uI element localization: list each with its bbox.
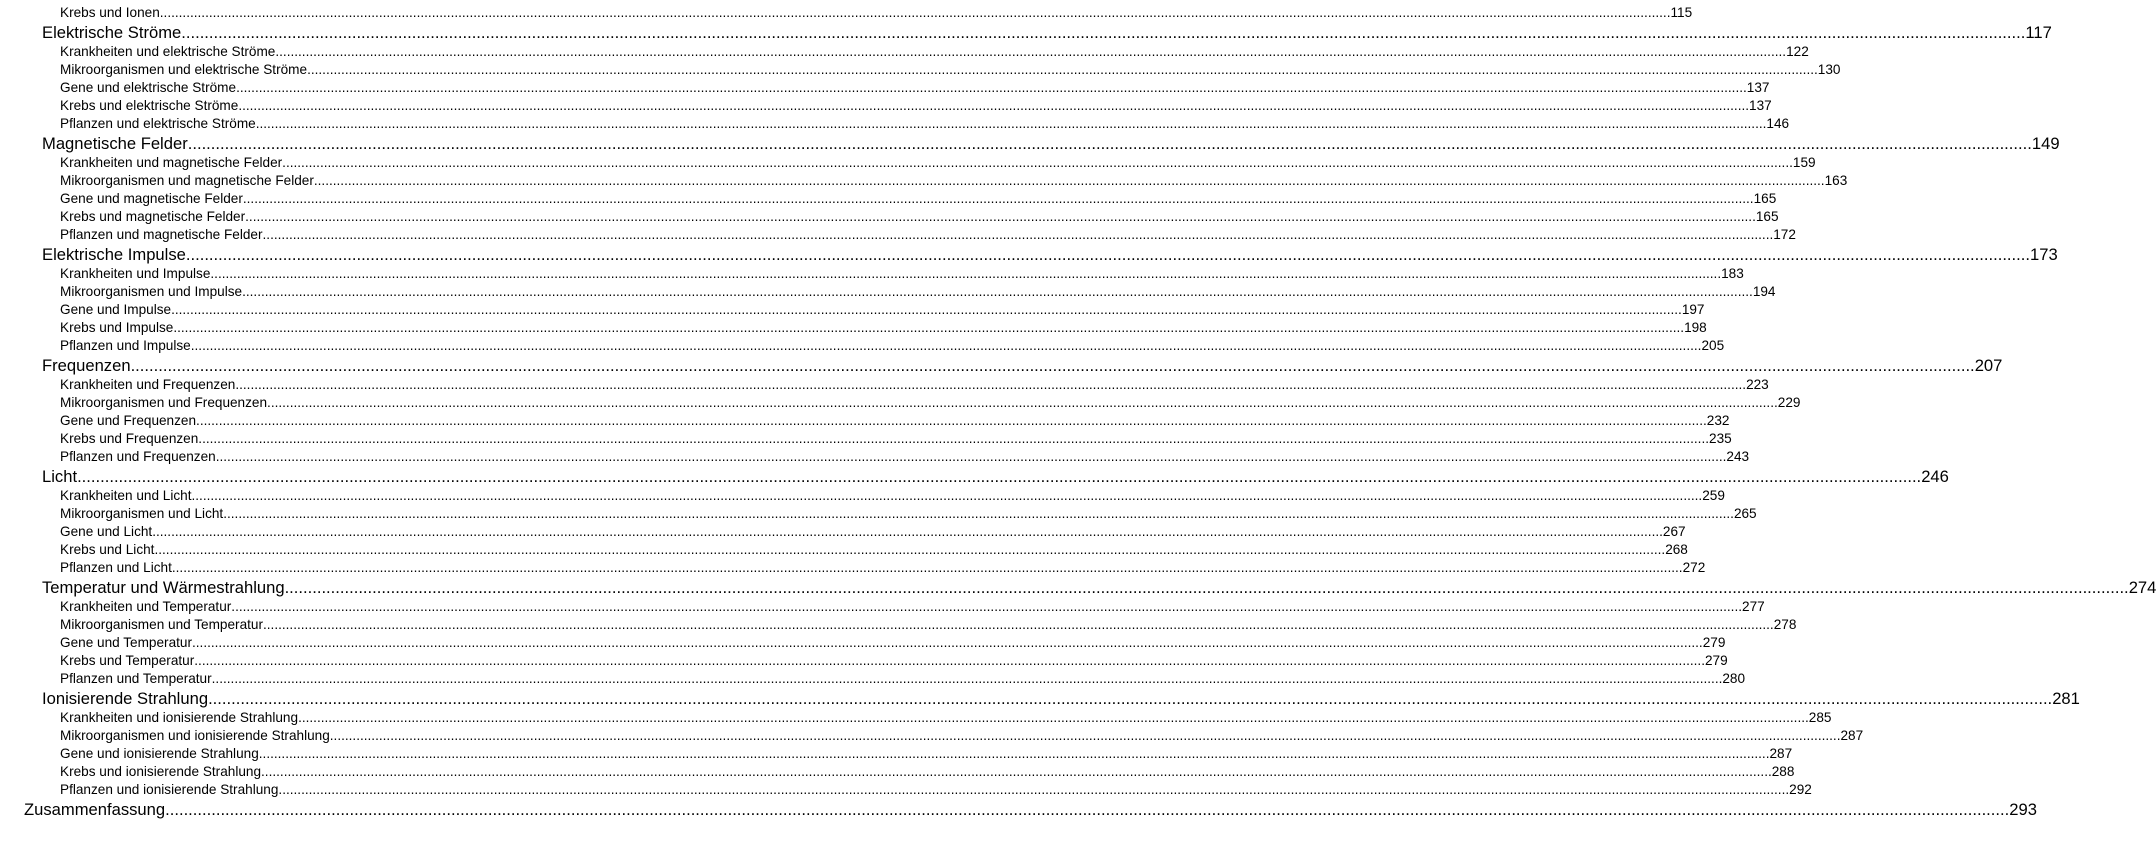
toc-leader-dots: ................................................................................................................................................................................................................................................................................................................................................................................................................	[194, 653, 1705, 668]
toc-section-entry[interactable]	[60, 598, 1765, 616]
toc-entry-title: Gene und elektrische Ströme	[60, 80, 237, 95]
toc-entry-title: Pflanzen und Impulse	[60, 338, 191, 353]
toc-page-number: 207	[1974, 356, 2003, 375]
toc-page-number: 279	[1702, 635, 1726, 650]
toc-page-number: 232	[1706, 413, 1730, 428]
toc-page-number: 173	[2030, 245, 2058, 264]
toc-page-number: 198	[1684, 320, 1707, 335]
toc-leader-dots: ................................................................................................................................................................................................................................................................................................................................................................................................................	[258, 746, 1770, 761]
toc-entry-title: Pflanzen und Frequenzen	[60, 449, 216, 464]
toc-leader-dots: ................................................................................................................................................................................................................................................................................................................................................................................................................	[165, 800, 2010, 819]
toc-entry-title: Licht	[42, 467, 78, 486]
toc-entry-title: Krankheiten und ionisierende Strahlung	[60, 710, 299, 725]
toc-entry-title: Zusammenfassung	[24, 800, 166, 819]
toc-entry-title: Gene und Temperatur	[60, 635, 192, 650]
toc-entry-title: Gene und magnetische Felder	[60, 191, 243, 206]
toc-chapter-entry[interactable]	[42, 133, 2060, 154]
toc-entry-title: Krebs und Impulse	[60, 320, 174, 335]
toc-page-number: 243	[1726, 449, 1750, 464]
toc-chapter-entry[interactable]	[42, 688, 2080, 709]
toc-leader-dots: ................................................................................................................................................................................................................................................................................................................................................................................................................	[77, 467, 1922, 486]
toc-section-entry[interactable]	[60, 4, 1693, 22]
toc-leader-dots: ................................................................................................................................................................................................................................................................................................................................................................................................................	[223, 506, 1734, 521]
toc-leader-dots: ................................................................................................................................................................................................................................................................................................................................................................................................................	[130, 356, 1975, 375]
toc-leader-dots: ................................................................................................................................................................................................................................................................................................................................................................................................................	[255, 116, 1767, 131]
toc-leader-dots: ................................................................................................................................................................................................................................................................................................................................................................................................................	[278, 782, 1790, 797]
toc-page-number: 292	[1789, 782, 1812, 797]
toc-page-number: 279	[1704, 653, 1728, 668]
toc-entry-title: Krebs und Temperatur	[60, 653, 195, 668]
toc-leader-dots: ................................................................................................................................................................................................................................................................................................................................................................................................................	[190, 338, 1702, 353]
toc-leader-dots: ................................................................................................................................................................................................................................................................................................................................................................................................................	[261, 764, 1772, 779]
toc-section-entry[interactable]	[60, 172, 1848, 190]
toc-leader-dots: ................................................................................................................................................................................................................................................................................................................................................................................................................	[282, 155, 1793, 170]
toc-entry-title: Magnetische Felder	[42, 134, 188, 153]
toc-leader-dots: ................................................................................................................................................................................................................................................................................................................................................................................................................	[231, 599, 1743, 614]
toc-chapter-entry[interactable]	[42, 244, 2058, 265]
toc-section-entry[interactable]	[60, 709, 1832, 727]
toc-page-number: 274	[2128, 578, 2156, 597]
toc-entry-title: Ionisierende Strahlung	[42, 689, 209, 708]
toc-page-number: 137	[1749, 98, 1772, 113]
toc-section-entry[interactable]	[60, 319, 1707, 337]
toc-entry-title: Krankheiten und elektrische Ströme	[60, 44, 276, 59]
toc-entry-title: Mikroorganismen und magnetische Felder	[60, 173, 314, 188]
toc-section-entry[interactable]	[60, 652, 1728, 670]
toc-page-number: 265	[1733, 506, 1757, 521]
toc-leader-dots: ................................................................................................................................................................................................................................................................................................................................................................................................................	[235, 377, 1747, 392]
toc-entry-title: Pflanzen und ionisierende Strahlung	[60, 782, 279, 797]
toc-section-entry[interactable]	[60, 154, 1816, 172]
toc-entry-title: Mikroorganismen und elektrische Ströme	[60, 62, 308, 77]
toc-page-number: 137	[1746, 80, 1770, 95]
toc-leader-dots: ................................................................................................................................................................................................................................................................................................................................................................................................................	[171, 560, 1683, 575]
toc-entry-title: Gene und ionisierende Strahlung	[60, 746, 259, 761]
toc-leader-dots: ................................................................................................................................................................................................................................................................................................................................................................................................................	[152, 524, 1663, 539]
toc-page-number: 149	[2031, 134, 2060, 153]
toc-entry-title: Krebs und Licht	[60, 542, 155, 557]
toc-entry-title: Pflanzen und Temperatur	[60, 671, 212, 686]
toc-page-number: 267	[1662, 524, 1686, 539]
toc-section-entry[interactable]	[60, 376, 1769, 394]
toc-leader-dots: ................................................................................................................................................................................................................................................................................................................................................................................................................	[242, 191, 1754, 206]
toc-page-number: 268	[1665, 542, 1688, 557]
toc-entry-title: Krankheiten und Impulse	[60, 266, 211, 281]
toc-leader-dots: ................................................................................................................................................................................................................................................................................................................................................................................................................	[171, 302, 1682, 317]
toc-entry-title: Gene und Licht	[60, 524, 153, 539]
toc-page-number: 197	[1681, 302, 1705, 317]
toc-page-number: 287	[1840, 728, 1864, 743]
toc-page-number: 183	[1721, 266, 1744, 281]
toc-leader-dots: ................................................................................................................................................................................................................................................................................................................................................................................................................	[173, 320, 1685, 335]
toc-leader-dots: ................................................................................................................................................................................................................................................................................................................................................................................................................	[238, 98, 1750, 113]
toc-entry-title: Krebs und elektrische Ströme	[60, 98, 239, 113]
toc-section-entry[interactable]	[60, 43, 1809, 61]
toc-entry-title: Krankheiten und Temperatur	[60, 599, 232, 614]
toc-entry-title: Pflanzen und magnetische Felder	[60, 227, 263, 242]
toc-entry-title: Pflanzen und Licht	[60, 560, 172, 575]
toc-section-entry[interactable]	[60, 79, 1770, 97]
toc-page-number: 272	[1682, 560, 1706, 575]
toc-section-entry[interactable]	[60, 670, 1746, 688]
toc-leader-dots: ................................................................................................................................................................................................................................................................................................................................................................................................................	[307, 62, 1818, 77]
toc-page-number: 287	[1769, 746, 1793, 761]
toc-leader-dots: ................................................................................................................................................................................................................................................................................................................................................................................................................	[198, 431, 1710, 446]
toc-leader-dots: ................................................................................................................................................................................................................................................................................................................................................................................................................	[313, 173, 1825, 188]
toc-leader-dots: ................................................................................................................................................................................................................................................................................................................................................................................................................	[242, 284, 1753, 299]
toc-section-entry[interactable]	[60, 745, 1793, 763]
toc-chapter-entry[interactable]	[42, 355, 2003, 376]
toc-section-entry[interactable]	[60, 505, 1757, 523]
toc-leader-dots: ................................................................................................................................................................................................................................................................................................................................................................................................................	[262, 227, 1774, 242]
toc-entry-title: Krebs und magnetische Felder	[60, 209, 246, 224]
toc-leader-dots: ................................................................................................................................................................................................................................................................................................................................................................................................................	[263, 617, 1774, 632]
toc-section-entry[interactable]	[60, 283, 1776, 301]
toc-entry-title: Krankheiten und magnetische Felder	[60, 155, 283, 170]
toc-section-entry[interactable]	[60, 448, 1750, 466]
toc-entry-title: Elektrische Ströme	[42, 23, 182, 42]
toc-leader-dots: ................................................................................................................................................................................................................................................................................................................................................................................................................	[185, 245, 2030, 264]
toc-section-entry[interactable]	[60, 301, 1705, 319]
toc-entry-title: Pflanzen und elektrische Ströme	[60, 116, 256, 131]
toc-page-number: 146	[1766, 116, 1790, 131]
toc-section-entry[interactable]	[60, 97, 1772, 115]
toc-page-number: 278	[1773, 617, 1797, 632]
toc-page-number: 288	[1771, 764, 1795, 779]
toc-section-entry[interactable]	[60, 523, 1686, 541]
toc-section-entry[interactable]	[60, 394, 1801, 412]
toc-page-number: 117	[2025, 23, 2052, 42]
toc-leader-dots: ................................................................................................................................................................................................................................................................................................................................................................................................................	[298, 710, 1809, 725]
toc-section-entry[interactable]	[60, 616, 1797, 634]
toc-page-number: 165	[1753, 191, 1777, 206]
toc-entry-title: Krankheiten und Licht	[60, 488, 192, 503]
toc-section-entry[interactable]	[60, 226, 1796, 244]
toc-page-number: 130	[1817, 62, 1841, 77]
toc-page-number: 165	[1755, 209, 1779, 224]
toc-leader-dots: ................................................................................................................................................................................................................................................................................................................................................................................................................	[208, 689, 2053, 708]
toc-section-entry[interactable]	[60, 781, 1812, 799]
toc-entry-title: Frequenzen	[42, 356, 131, 375]
toc-leader-dots: ................................................................................................................................................................................................................................................................................................................................................................................................................	[210, 266, 1722, 281]
toc-section-entry[interactable]	[60, 190, 1777, 208]
toc-entry-title: Gene und Impulse	[60, 302, 172, 317]
toc-leader-dots: ................................................................................................................................................................................................................................................................................................................................................................................................................	[196, 413, 1707, 428]
toc-entry-title: Temperatur und Wärmestrahlung	[42, 578, 285, 597]
toc-leader-dots: ................................................................................................................................................................................................................................................................................................................................................................................................................	[236, 80, 1747, 95]
toc-entry-title: Krankheiten und Frequenzen	[60, 377, 236, 392]
toc-entry-title: Krebs und Frequenzen	[60, 431, 199, 446]
toc-page-number: 280	[1722, 671, 1746, 686]
toc-page-number: 122	[1786, 44, 1809, 59]
toc-section-entry[interactable]	[60, 541, 1688, 559]
toc-leader-dots: ................................................................................................................................................................................................................................................................................................................................................................................................................	[191, 488, 1703, 503]
toc-page-number: 163	[1824, 173, 1848, 188]
toc-entry-title: Gene und Frequenzen	[60, 413, 197, 428]
toc-summary-entry[interactable]	[24, 799, 2037, 820]
toc-section-entry[interactable]	[60, 61, 1841, 79]
toc-section-entry[interactable]	[60, 265, 1744, 283]
toc-page-number: 235	[1709, 431, 1732, 446]
toc-section-entry[interactable]	[60, 763, 1795, 781]
toc-page-number: 277	[1742, 599, 1765, 614]
toc-page-number: 293	[2009, 800, 2037, 819]
toc-chapter-entry[interactable]	[42, 577, 2156, 598]
toc-entry-title: Mikroorganismen und Impulse	[60, 284, 243, 299]
toc-entry-title: Mikroorganismen und ionisierende Strahlung	[60, 728, 330, 743]
toc-page-number: 223	[1746, 377, 1769, 392]
toc-leader-dots: ................................................................................................................................................................................................................................................................................................................................................................................................................	[245, 209, 1756, 224]
toc-leader-dots: ................................................................................................................................................................................................................................................................................................................................................................................................................	[192, 635, 1703, 650]
toc-section-entry[interactable]	[60, 115, 1790, 133]
toc-page-number: 281	[2052, 689, 2080, 708]
toc-leader-dots: ................................................................................................................................................................................................................................................................................................................................................................................................................	[329, 728, 1841, 743]
toc-page-number: 246	[1921, 467, 1949, 486]
toc-section-entry[interactable]	[60, 634, 1726, 652]
toc-section-entry[interactable]	[60, 208, 1779, 226]
toc-section-entry[interactable]	[60, 412, 1730, 430]
toc-page-number: 285	[1808, 710, 1832, 725]
toc-page-number: 259	[1702, 488, 1725, 503]
toc-leader-dots: ................................................................................................................................................................................................................................................................................................................................................................................................................	[275, 44, 1787, 59]
toc-entry-title: Mikroorganismen und Temperatur	[60, 617, 263, 632]
toc-page-number: 172	[1773, 227, 1796, 242]
toc-section-entry[interactable]	[60, 727, 1864, 745]
toc-section-entry[interactable]	[60, 559, 1706, 577]
toc-leader-dots: ................................................................................................................................................................................................................................................................................................................................................................................................................	[215, 449, 1727, 464]
toc-section-entry[interactable]	[60, 430, 1732, 448]
toc-entry-title: Krebs und Ionen	[60, 5, 160, 20]
toc-entry-title: Mikroorganismen und Frequenzen	[60, 395, 268, 410]
toc-chapter-entry[interactable]	[42, 466, 1949, 487]
toc-section-entry[interactable]	[60, 337, 1725, 355]
toc-page-number: 205	[1701, 338, 1725, 353]
toc-leader-dots: ................................................................................................................................................................................................................................................................................................................................................................................................................	[211, 671, 1723, 686]
toc-leader-dots: ................................................................................................................................................................................................................................................................................................................................................................................................................	[284, 578, 2129, 597]
toc-page-number: 229	[1777, 395, 1801, 410]
toc-page-number: 194	[1752, 284, 1776, 299]
toc-chapter-entry[interactable]	[42, 22, 2052, 43]
toc-leader-dots: ................................................................................................................................................................................................................................................................................................................................................................................................................	[181, 23, 2026, 42]
toc-leader-dots: ................................................................................................................................................................................................................................................................................................................................................................................................................	[154, 542, 1666, 557]
toc-leader-dots: ................................................................................................................................................................................................................................................................................................................................................................................................................	[187, 134, 2032, 153]
toc-leader-dots: ................................................................................................................................................................................................................................................................................................................................................................................................................	[159, 5, 1671, 20]
toc-leader-dots: ................................................................................................................................................................................................................................................................................................................................................................................................................	[267, 395, 1778, 410]
toc-entry-title: Krebs und ionisierende Strahlung	[60, 764, 262, 779]
toc-entry-title: Mikroorganismen und Licht	[60, 506, 224, 521]
toc-entry-title: Elektrische Impulse	[42, 245, 186, 264]
toc-page-number: 159	[1792, 155, 1816, 170]
toc-section-entry[interactable]	[60, 487, 1725, 505]
toc-page-number: 115	[1670, 5, 1693, 20]
